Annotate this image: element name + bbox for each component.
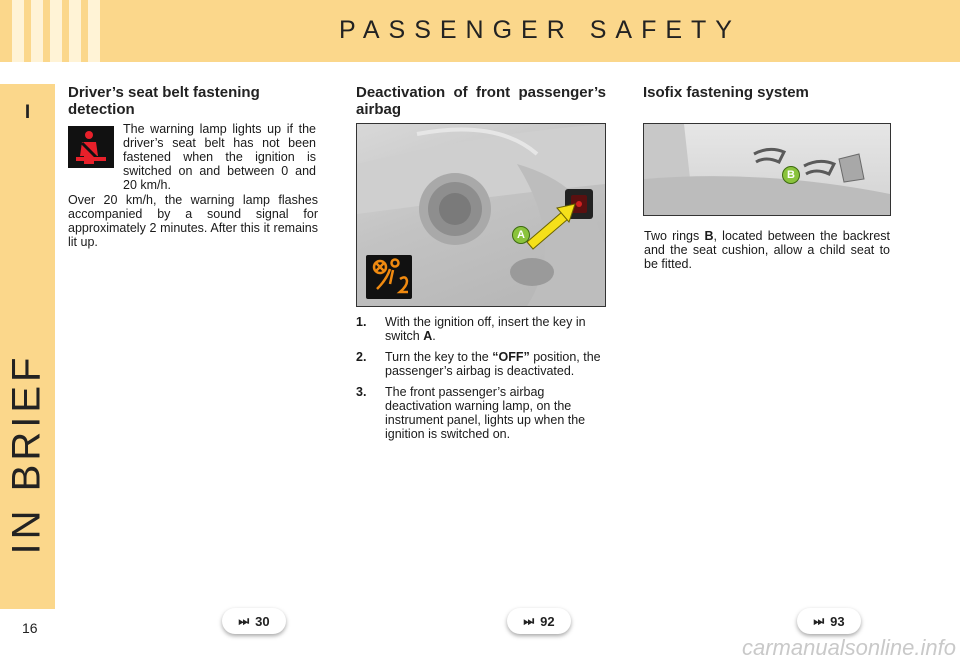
airbag-steps xyxy=(356,315,606,448)
seat-belt-section xyxy=(68,84,318,249)
airbag-heading: Deactivation of front passenger’s airbag xyxy=(356,84,606,118)
section-label: IN BRIEF xyxy=(4,353,49,555)
step-3: 3. The front passenger’s airbag deactivation warning lamp, on the instrument panel, lights up when the ignition is switched on. xyxy=(356,385,586,441)
seat-belt-warning-icon xyxy=(68,126,114,168)
switch-a-label: A xyxy=(512,226,530,244)
airbag-section xyxy=(356,84,606,441)
watermark: carmanualsonline.info xyxy=(741,635,956,660)
page-number: 16 xyxy=(22,620,38,636)
header-stripes xyxy=(12,0,100,62)
isofix-section xyxy=(643,84,893,271)
isofix-image xyxy=(643,123,891,216)
page-ref-92[interactable]: ⏭ 92 xyxy=(507,608,571,634)
page-title: PASSENGER SAFETY xyxy=(339,16,741,44)
isofix-text: Two rings B, located between the backrest and the seat cushion, allow a child seat to be fitted. xyxy=(644,229,890,271)
page-ref-30[interactable]: ⏭ 30 xyxy=(222,608,286,634)
seat-belt-heading: Driver’s seat belt fastening detection xyxy=(68,84,260,118)
page-ref-93[interactable]: ⏭ 93 xyxy=(797,608,861,634)
page-reference-icon: ⏭ xyxy=(813,613,825,628)
seat-belt-paragraph: Over 20 km/h, the warning lamp flashes accompanied by a sound signal for approximately 2 minutes. After this it remains lit up. xyxy=(68,193,318,249)
dashboard-image xyxy=(356,123,606,307)
section-marker: I xyxy=(24,102,31,123)
step-1: 1. With the ignition off, insert the key in switch A. xyxy=(356,315,586,343)
sidebar xyxy=(0,84,55,609)
step-2: 2. Turn the key to the “OFF” position, the passenger’s airbag is deactivated. xyxy=(356,350,601,378)
page-reference-icon: ⏭ xyxy=(523,613,535,628)
isofix-heading: Isofix fastening system xyxy=(643,84,809,101)
page-reference-icon: ⏭ xyxy=(238,613,250,628)
header-bar xyxy=(0,0,960,62)
seat-belt-lamp-text: The warning lamp lights up if the driver’s seat belt has not been fastened when the ignition is switched on and between 0 and 20 km/h. xyxy=(123,122,316,192)
ring-b-label: B xyxy=(782,166,800,184)
